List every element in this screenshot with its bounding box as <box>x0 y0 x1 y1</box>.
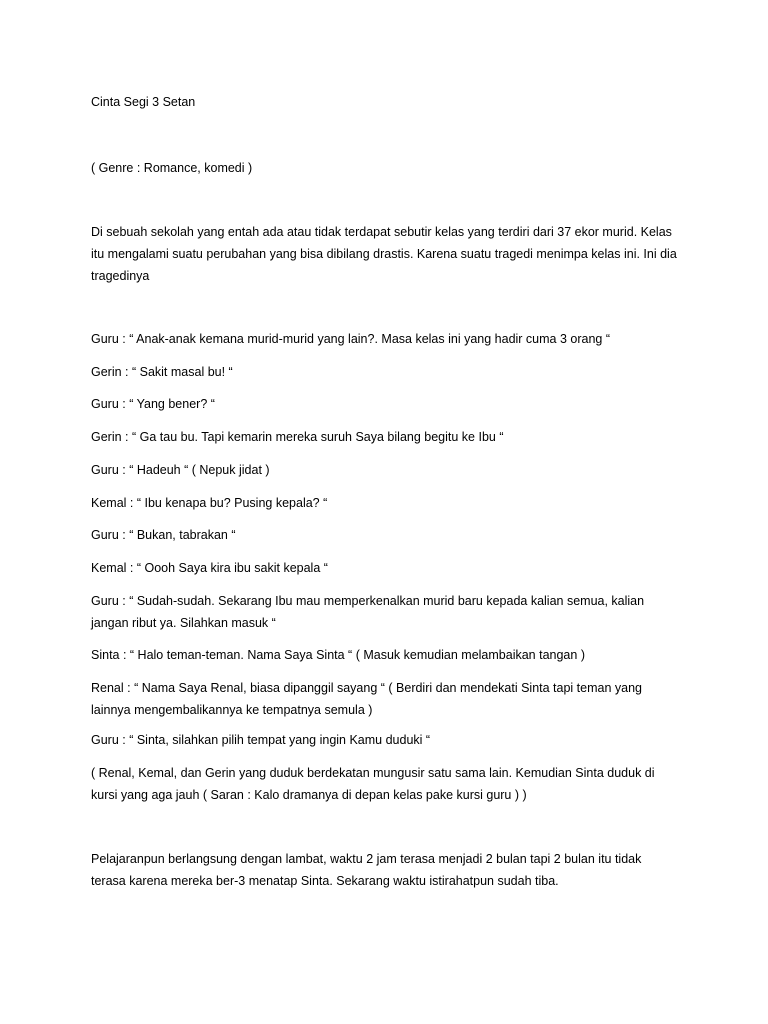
dialogue-line: Gerin : “ Sakit masal bu! “ <box>91 365 233 379</box>
dialogue-line: Guru : “ Hadeuh “ ( Nepuk jidat ) <box>91 463 270 477</box>
genre-line: ( Genre : Romance, komedi ) <box>91 161 253 175</box>
dialogue-line: Guru : “ Sinta, silahkan pilih tempat yang ingin Kamu duduki “ <box>91 733 431 747</box>
story-title: Cinta Segi 3 Setan <box>91 95 196 109</box>
dialogue-line: Sinta : “ Halo teman-teman. Nama Saya Sinta “ ( Masuk kemudian melambaikan tangan ) <box>91 648 585 662</box>
dialogue-line: Kemal : “ Ibu kenapa bu? Pusing kepala? “ <box>91 496 328 510</box>
dialogue-line: Kemal : “ Oooh Saya kira ibu sakit kepala “ <box>91 561 328 575</box>
dialogue-line: Guru : “ Bukan, tabrakan “ <box>91 528 236 542</box>
dialogue-line: Gerin : “ Ga tau bu. Tapi kemarin mereka suruh Saya bilang begitu ke Ibu “ <box>91 430 504 444</box>
intro-paragraph: Di sebuah sekolah yang entah ada atau tidak terdapat sebutir kelas yang terdiri dari 37 ekor murid. Kelas itu mengalami suatu perubahan yang bisa dibilang drastis. Karena suatu tragedi menimpa kelas ini. Ini dia tragedinya <box>91 225 677 283</box>
closing-paragraph: Pelajaranpun berlangsung dengan lambat, waktu 2 jam terasa menjadi 2 bulan tapi 2 bulan itu tidak terasa karena mereka ber-3 menatap Sinta. Sekarang waktu istirahatpun sudah tiba. <box>91 852 642 888</box>
dialogue-line: Renal : “ Nama Saya Renal, biasa dipanggil sayang “ ( Berdiri dan mendekati Sinta tapi teman yang lainnya mengembalikannya ke tempatnya semula ) <box>91 681 643 717</box>
dialogue-line: Guru : “ Anak-anak kemana murid-murid yang lain?. Masa kelas ini yang hadir cuma 3 orang “ <box>91 332 611 346</box>
dialogue-line: Guru : “ Yang bener? “ <box>91 397 215 411</box>
dialogue-line: Guru : “ Sudah-sudah. Sekarang Ibu mau memperkenalkan murid baru kepada kalian semua, kalian jangan ribut ya. Silahkan masuk “ <box>91 594 645 630</box>
dialogue-line: ( Renal, Kemal, dan Gerin yang duduk berdekatan mungusir satu sama lain. Kemudian Sinta duduk di kursi yang aga jauh ( Saran : Kalo dramanya di depan kelas pake kursi guru ) ) <box>91 766 655 802</box>
